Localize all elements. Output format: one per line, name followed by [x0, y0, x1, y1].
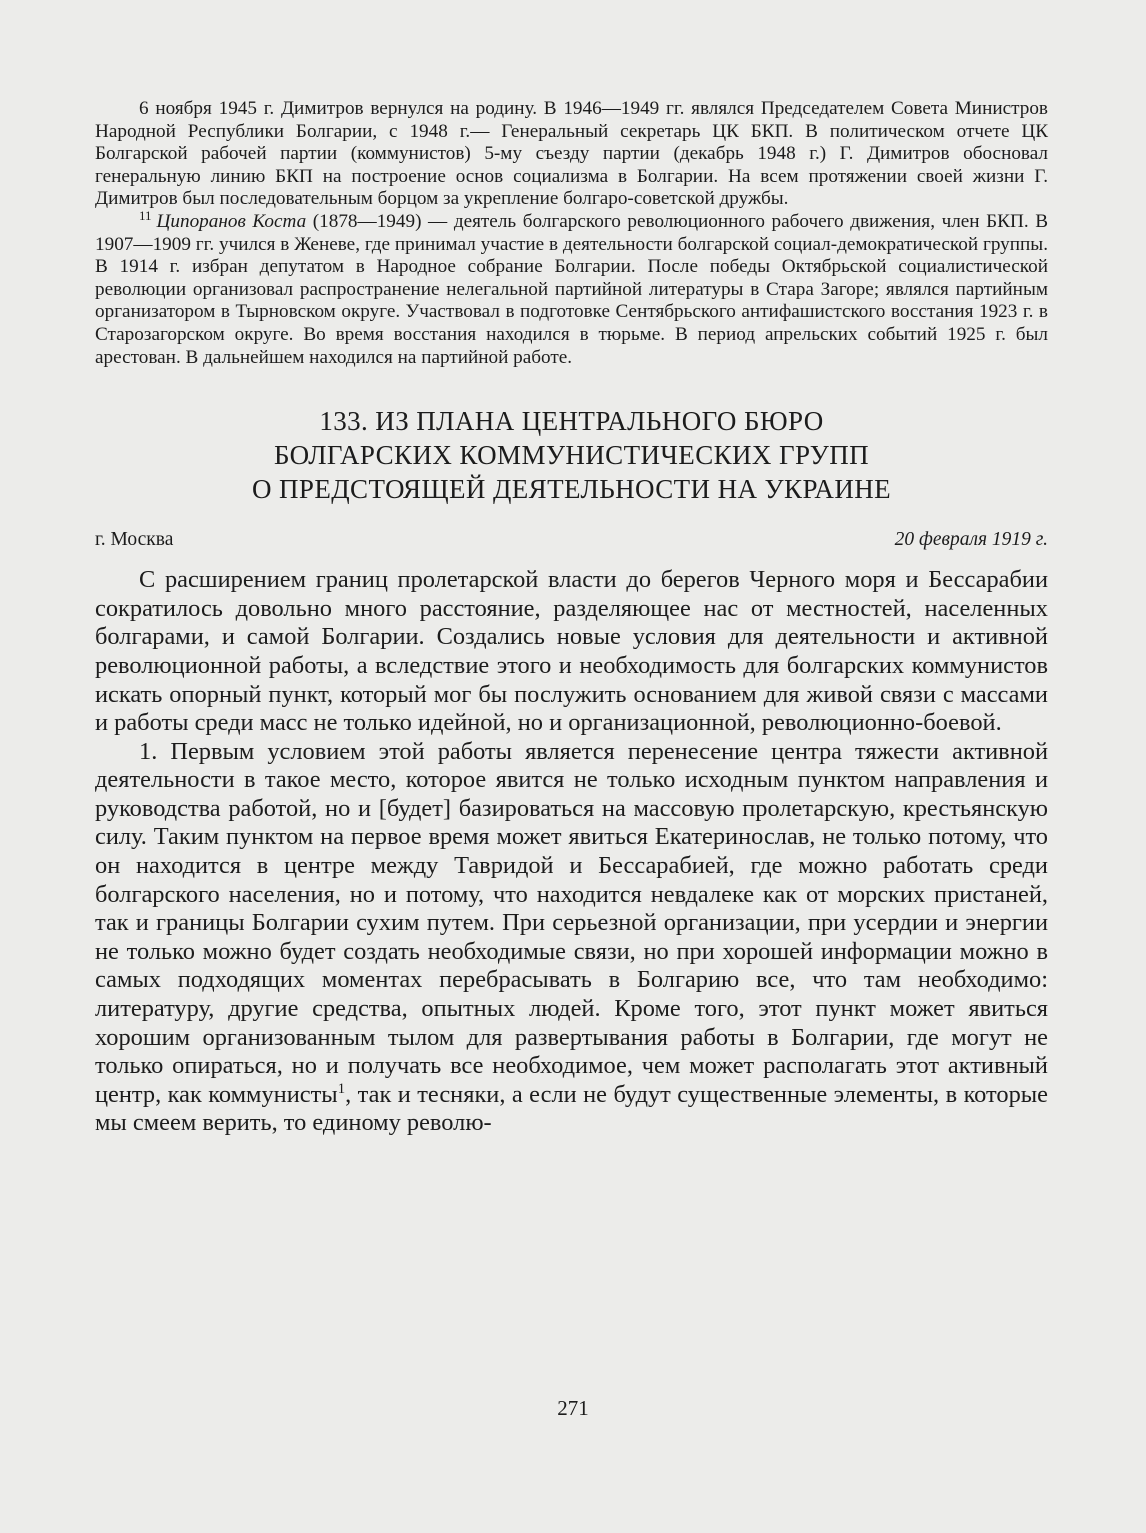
document-heading [95, 404, 1048, 506]
heading-line-1: 133. ИЗ ПЛАНА ЦЕНТРАЛЬНОГО БЮРО [319, 406, 824, 437]
document-place: г. Москва [95, 529, 174, 551]
body-paragraph-2-continuation: , так и тесняки, а если не будут существенные элементы, в которые мы смеем верить, то единому револю- [95, 1080, 1048, 1137]
footnote-text: 6 ноября 1945 г. Димитров вернулся на родину. В 1946—1949 гг. являлся Председателем Совета Министров Народной Республики Болгарии, с 1948 г.— Генеральный секретарь ЦК БКП. В политическом отчете ЦК Болгарской рабочей партии (коммунистов) 5-му съезду партии (декабрь 1948 г.) Г. Димитров обосновал генеральную линию БКП на построение основ социализма в Болгарии. На всем протяжении своей жизни Г. Димитров был последовательным борцом за укрепление болгаро-советской дружбы. [95, 98, 1048, 210]
body-paragraph-2-text: 1. Первым условием этой работы является перенесение центра тяжести активной деятельности в такое место, которое явится не только исходным пунктом направления и руководства работой, но и [будет] базироваться на массовую пролетарскую, крестьянскую силу. Таким пунктом на первое время может явиться Екатеринослав, не только потому, что он находится в центре между Тавридой и Бессарабией, где можно работать среди болгарского населения, но и потому, что находится невдалеке как от морских пристаней, так и границы Болгарии сухим путем. При серьезной организации, при усердии и энергии не только можно будет создать необходимые связи, но при хорошей информации можно в самых подходящих моментах перебрасывать в Болгарию все, что там необходимо: литературу, другие средства, опытных людей. Кроме того, этот пункт может явиться хорошим организованным тылом для развертывания работы в Болгарии, где могут не только опираться, но и получать все необходимое, чем может располагать этот активный центр, как коммунисты [95, 737, 1048, 1108]
body-paragraph-2 [95, 738, 1048, 1138]
document-meta [95, 528, 1048, 552]
heading-line-3: О ПРЕДСТОЯЩЕЙ ДЕЯТЕЛЬНОСТИ НА УКРАИНЕ [251, 474, 892, 505]
heading-line-2: БОЛГАРСКИХ КОММУНИСТИЧЕСКИХ ГРУПП [273, 440, 870, 471]
document-body [95, 566, 1048, 1138]
footnote-continuation [95, 98, 1048, 211]
footnote-person-name: Ципоранов Коста [156, 210, 307, 232]
body-paragraph-1: С расширением границ пролетарской власти до берегов Черного моря и Бессарабии сократилось довольно много расстояние, разделяющее нас от местностей, населенных болгарами, и самой Болгарии. Создались новые условия для деятельности и активной революционной работы, а вследствие этого и необходимость для болгарских коммунистов искать опорный пункт, который мог бы послужить основанием для живой связи с массами и работы среди масс не только идейной, но и организационной, революционно-боевой. [95, 566, 1048, 737]
footnote-11 [95, 207, 1048, 369]
document-date: 20 февраля 1919 г. [894, 529, 1048, 551]
footnotes-block [95, 98, 1048, 369]
page-number: 271 [557, 1396, 589, 1420]
document-page [95, 98, 1048, 1138]
footnote-number: 11 [139, 207, 152, 223]
footnote-text: (1878—1949) — деятель болгарского революционного рабочего движения, член БКП. В 1907—1909 гг. учился в Женеве, где принимал участие в деятельности болгарской социал-демократической группы. В 1914 г. избран депутатом в Народное собрание Болгарии. После победы Октябрьской социалистической революции организовал распространение нелегальной партийной литературы в Стара Загоре; являлся партийным организатором в Тырновском округе. Участвовал в подготовке Сентябрьского антифашистского восстания 1923 г. в Старозагорском округе. Во время восстания находился в тюрьме. В период апрельских событий 1925 г. был арестован. В дальнейшем находился на партийной работе. [95, 210, 1048, 368]
footnote-reference: 1 [337, 1080, 346, 1097]
